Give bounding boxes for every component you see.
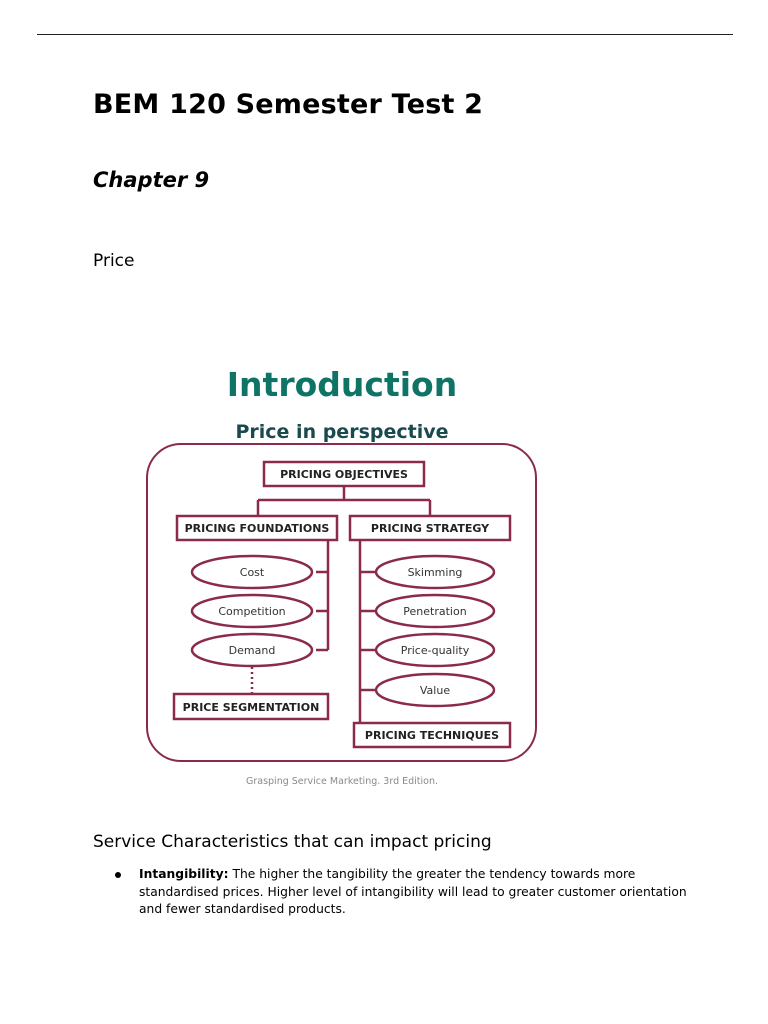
section-heading: Price <box>93 251 135 271</box>
bullet-text: The higher the tangibility the greater the tendency towards more standardised prices. Higher level of intangibility will lead to greater customer orientation and fewer standardised products. <box>139 867 687 916</box>
chapter-heading: Chapter 9 <box>93 168 210 192</box>
pricing-foundations-label: PRICING FOUNDATIONS <box>184 522 330 535</box>
oval-label: Demand <box>228 644 276 657</box>
oval-label: Price-quality <box>400 644 470 657</box>
oval-label: Value <box>419 684 451 697</box>
figure-caption: Grasping Service Marketing. 3rd Edition. <box>245 776 439 787</box>
pricing-strategy-label: PRICING STRATEGY <box>370 522 490 535</box>
list-item <box>93 866 693 919</box>
price-segmentation-label: PRICE SEGMENTATION <box>182 701 320 714</box>
oval-label: Skimming <box>407 566 463 579</box>
pricing-objectives-label: PRICING OBJECTIVES <box>280 468 408 481</box>
bullet-icon <box>115 872 121 878</box>
price-perspective-figure <box>140 360 544 790</box>
document-title: BEM 120 Semester Test 2 <box>93 89 484 120</box>
figure-heading: Introduction <box>226 365 458 404</box>
figure-subheading: Price in perspective <box>235 421 449 443</box>
characteristics-list <box>93 866 693 919</box>
bullet-term: Intangibility: <box>139 867 229 881</box>
oval-label: Cost <box>239 566 265 579</box>
oval-label: Competition <box>218 605 286 618</box>
characteristics-heading: Service Characteristics that can impact pricing <box>93 832 492 852</box>
oval-label: Penetration <box>403 605 467 618</box>
top-rule <box>37 34 733 35</box>
pricing-techniques-label: PRICING TECHNIQUES <box>364 729 500 742</box>
